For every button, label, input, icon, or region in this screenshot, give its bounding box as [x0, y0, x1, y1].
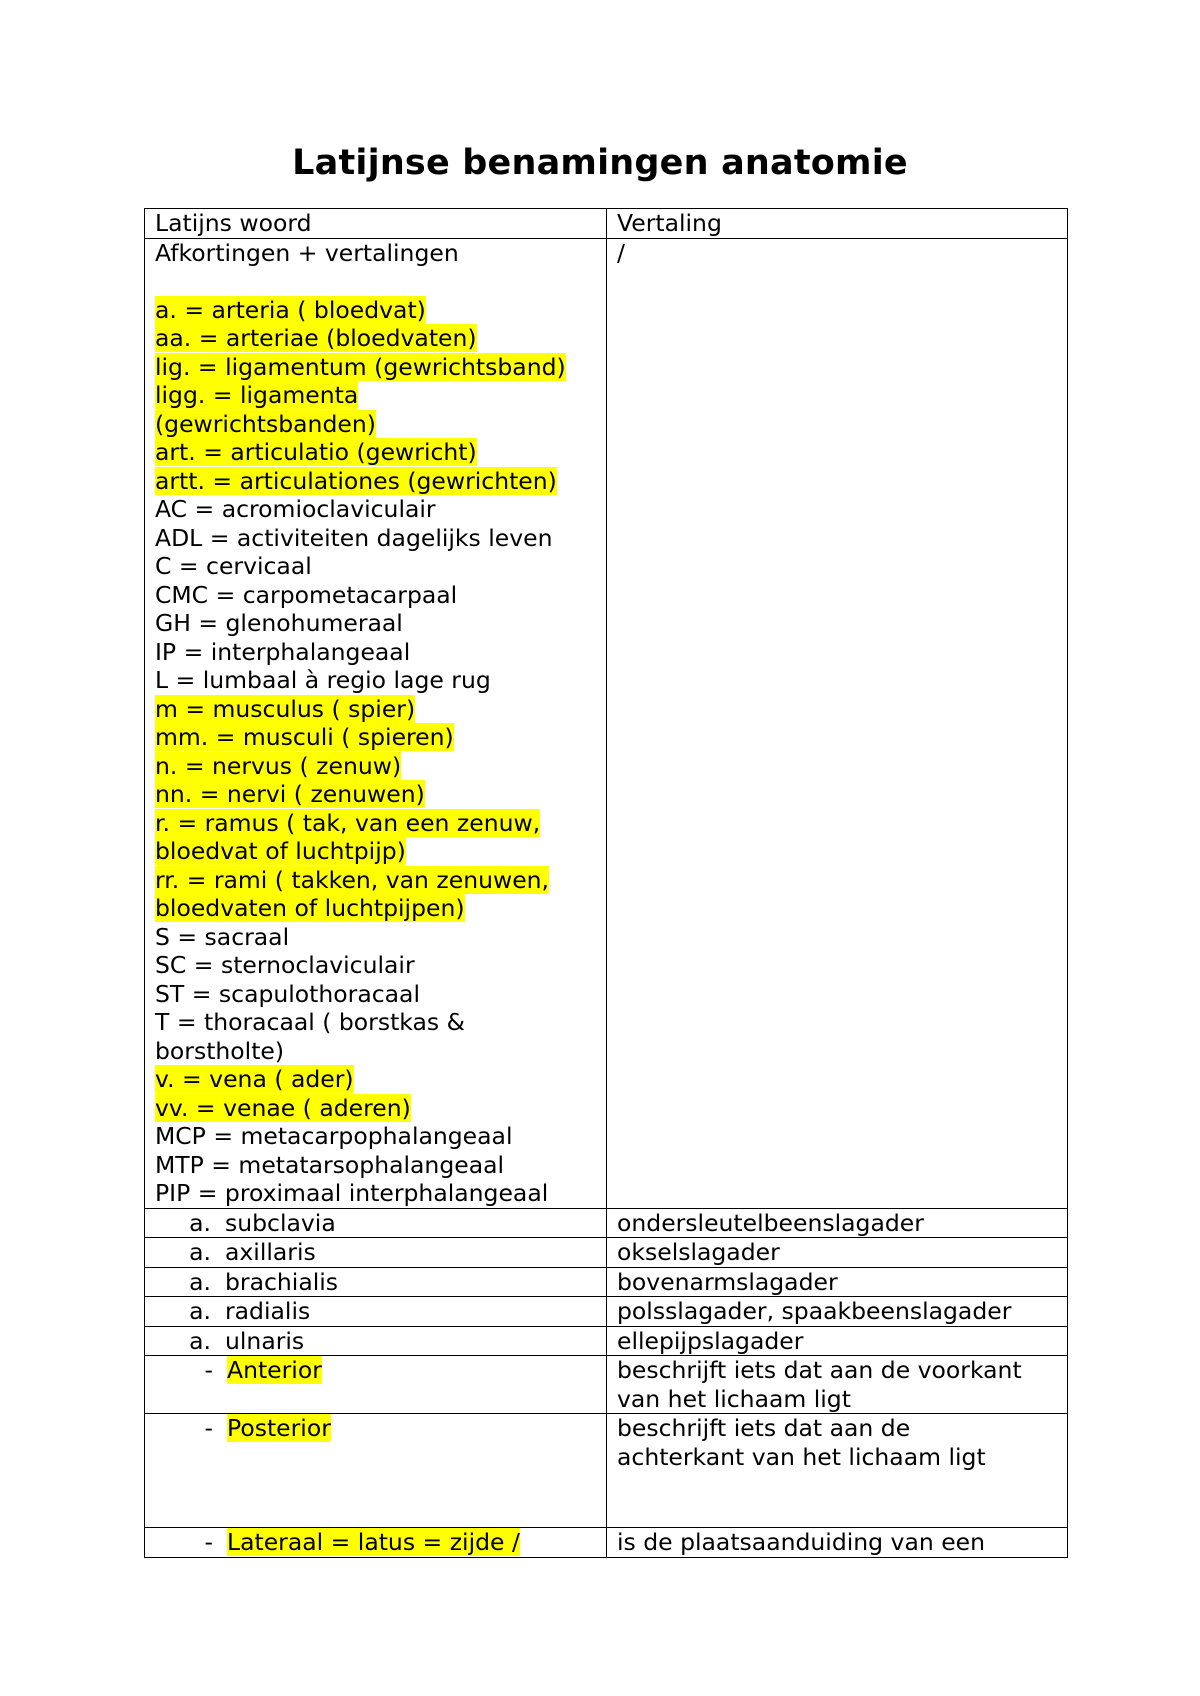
list-marker: a.	[189, 1267, 211, 1296]
abbreviation-line	[155, 438, 596, 467]
translation-text: bovenarmslagader	[617, 1267, 838, 1296]
table-row	[145, 1238, 1068, 1268]
table-row	[145, 1528, 1068, 1558]
abbreviation-text: lig. = ligamentum (gewrichtsband)	[155, 352, 566, 381]
abbreviation-line	[155, 1094, 596, 1123]
table-row	[145, 1356, 1068, 1414]
abbreviation-line	[155, 780, 596, 809]
latin-term-cell	[145, 1238, 607, 1268]
translation-cell	[607, 1414, 1068, 1528]
abbreviations-heading: Afkortingen + vertalingen	[155, 238, 459, 267]
abbreviation-text: PIP = proximaal interphalangeaal	[155, 1179, 549, 1207]
abbreviation-text: ADL = activiteiten dagelijks leven	[155, 523, 553, 552]
translation-text: ellepijpslagader	[617, 1326, 804, 1355]
abbreviation-line	[155, 752, 596, 781]
abbreviation-line	[155, 1065, 596, 1094]
abbreviation-text: (gewrichtsbanden)	[155, 409, 376, 438]
abbreviation-text: IP = interphalangeaal	[155, 637, 411, 666]
translation-cell	[607, 1297, 1068, 1327]
translation-line: is de plaatsaanduiding van een	[617, 1528, 986, 1556]
abbreviation-text: mm. = musculi ( spieren)	[155, 723, 454, 751]
abbreviation-text: v. = vena ( ader)	[155, 1065, 354, 1093]
abbreviation-line	[155, 923, 596, 952]
header-latin: Latijns woord	[145, 209, 607, 239]
latin-term: Lateraal = latus = zijde /	[227, 1528, 520, 1556]
latin-term-cell	[145, 1356, 607, 1414]
abbreviation-text: L = lumbaal à regio lage rug	[155, 666, 491, 694]
list-marker: -	[204, 1356, 213, 1384]
abbreviation-line	[155, 894, 596, 923]
list-marker: a.	[189, 1326, 211, 1355]
latin-term: ulnaris	[225, 1326, 305, 1355]
abbreviation-line	[155, 410, 596, 439]
abbreviation-text: aa. = arteriae (bloedvaten)	[155, 324, 477, 352]
abbreviation-line	[155, 1151, 596, 1180]
abbreviation-text: C = cervicaal	[155, 552, 312, 580]
translation-slash: /	[617, 238, 625, 267]
translation-cell	[607, 1208, 1068, 1238]
abbreviation-text: rr. = rami ( takken, van zenuwen,	[155, 865, 550, 894]
latin-term: brachialis	[225, 1267, 339, 1296]
abbreviation-text: art. = articulatio (gewricht)	[155, 438, 477, 466]
list-marker: -	[204, 1414, 213, 1442]
abbreviation-line	[155, 467, 596, 496]
abbreviation-text: bloedvat of luchtpijp)	[155, 837, 406, 865]
table-row	[145, 1208, 1068, 1238]
header-translation: Vertaling	[607, 209, 1068, 239]
page-title: Latijnse benamingen anatomie	[292, 143, 908, 183]
abbreviation-line	[155, 980, 596, 1009]
table-row	[145, 1414, 1068, 1528]
abbreviation-line	[155, 609, 596, 638]
list-marker: a.	[189, 1208, 211, 1237]
spacer	[155, 267, 596, 296]
translation-line: beschrijft iets dat aan de voorkant	[617, 1356, 1022, 1384]
translation-text: okselslagader	[617, 1238, 780, 1266]
abbreviation-line	[155, 837, 596, 866]
abbreviation-line	[155, 495, 596, 524]
abbreviation-line	[155, 1008, 596, 1037]
translation-cell	[607, 1267, 1068, 1297]
translation-cell	[607, 1356, 1068, 1414]
abbreviation-line	[155, 324, 596, 353]
abbreviation-line	[155, 951, 596, 980]
abbreviation-text: a. = arteria ( bloedvat)	[155, 295, 426, 324]
latin-term: radialis	[225, 1297, 311, 1325]
table-row	[145, 1267, 1068, 1297]
abbreviation-line	[155, 381, 596, 410]
abbreviation-text: nn. = nervi ( zenuwen)	[155, 780, 425, 808]
table-row	[145, 1326, 1068, 1356]
latin-term-cell	[145, 1326, 607, 1356]
abbreviation-text: borstholte)	[155, 1036, 285, 1065]
abbreviation-line	[155, 581, 596, 610]
abbreviations-translation	[607, 238, 1068, 1208]
translation-text: ondersleutelbeenslagader	[617, 1208, 924, 1237]
abbreviation-text: GH = glenohumeraal	[155, 609, 403, 637]
abbreviation-text: MTP = metatarsophalangeaal	[155, 1150, 505, 1179]
terms-table	[144, 208, 1068, 1558]
abbreviation-text: m = musculus ( spier)	[155, 694, 416, 723]
abbreviation-text: T = thoracaal ( borstkas &	[155, 1008, 465, 1036]
abbreviation-text: SC = sternoclaviculair	[155, 951, 415, 979]
translation-cell	[607, 1238, 1068, 1268]
latin-term-cell	[145, 1208, 607, 1238]
abbreviation-text: artt. = articulationes (gewrichten)	[155, 466, 557, 495]
latin-term: Posterior	[227, 1414, 331, 1442]
abbreviations-row	[145, 238, 1068, 1208]
list-marker: a.	[189, 1297, 211, 1325]
latin-term-cell	[145, 1414, 607, 1528]
latin-term-cell	[145, 1267, 607, 1297]
abbreviation-line	[155, 723, 596, 752]
latin-term-cell	[145, 1297, 607, 1327]
abbreviation-line	[155, 1179, 596, 1208]
abbreviation-text: r. = ramus ( tak, van een zenuw,	[155, 808, 541, 837]
table-row	[145, 1297, 1068, 1327]
translation-line: beschrijft iets dat aan de	[617, 1414, 911, 1442]
abbreviation-line	[155, 524, 596, 553]
abbreviation-line	[155, 1122, 596, 1151]
abbreviation-line	[155, 866, 596, 895]
abbreviation-text: ligg. = ligamenta	[155, 381, 359, 409]
abbreviation-line	[155, 638, 596, 667]
abbreviation-text: MCP = metacarpophalangeaal	[155, 1122, 513, 1150]
translation-cell	[607, 1528, 1068, 1558]
abbreviation-line	[155, 666, 596, 695]
list-marker: a.	[189, 1238, 211, 1266]
latin-term: subclavia	[225, 1208, 336, 1237]
abbreviations-cell	[145, 238, 607, 1208]
translation-cell	[607, 1326, 1068, 1356]
abbreviation-line	[155, 695, 596, 724]
list-marker: -	[204, 1528, 213, 1556]
abbreviation-text: bloedvaten of luchtpijpen)	[155, 894, 465, 922]
abbreviation-line	[155, 552, 596, 581]
latin-term: Anterior	[227, 1356, 322, 1384]
abbreviation-line	[155, 296, 596, 325]
abbreviation-list	[155, 296, 596, 1208]
abbreviation-text: vv. = venae ( aderen)	[155, 1093, 411, 1122]
translation-text: polsslagader, spaakbeenslagader	[617, 1297, 1012, 1325]
translation-line: achterkant van het lichaam ligt	[617, 1442, 986, 1471]
abbreviation-text: ST = scapulothoracaal	[155, 979, 420, 1008]
abbreviation-text: AC = acromioclaviculair	[155, 495, 436, 523]
latin-term-cell	[145, 1528, 607, 1558]
abbreviation-line	[155, 809, 596, 838]
table-header-row	[145, 209, 1068, 239]
abbreviation-text: n. = nervus ( zenuw)	[155, 751, 402, 780]
latin-term: axillaris	[225, 1238, 316, 1266]
translation-line: van het lichaam ligt	[617, 1384, 851, 1413]
abbreviation-line	[155, 1037, 596, 1066]
abbreviation-text: S = sacraal	[155, 922, 290, 951]
abbreviation-line	[155, 353, 596, 382]
abbreviation-text: CMC = carpometacarpaal	[155, 580, 458, 609]
